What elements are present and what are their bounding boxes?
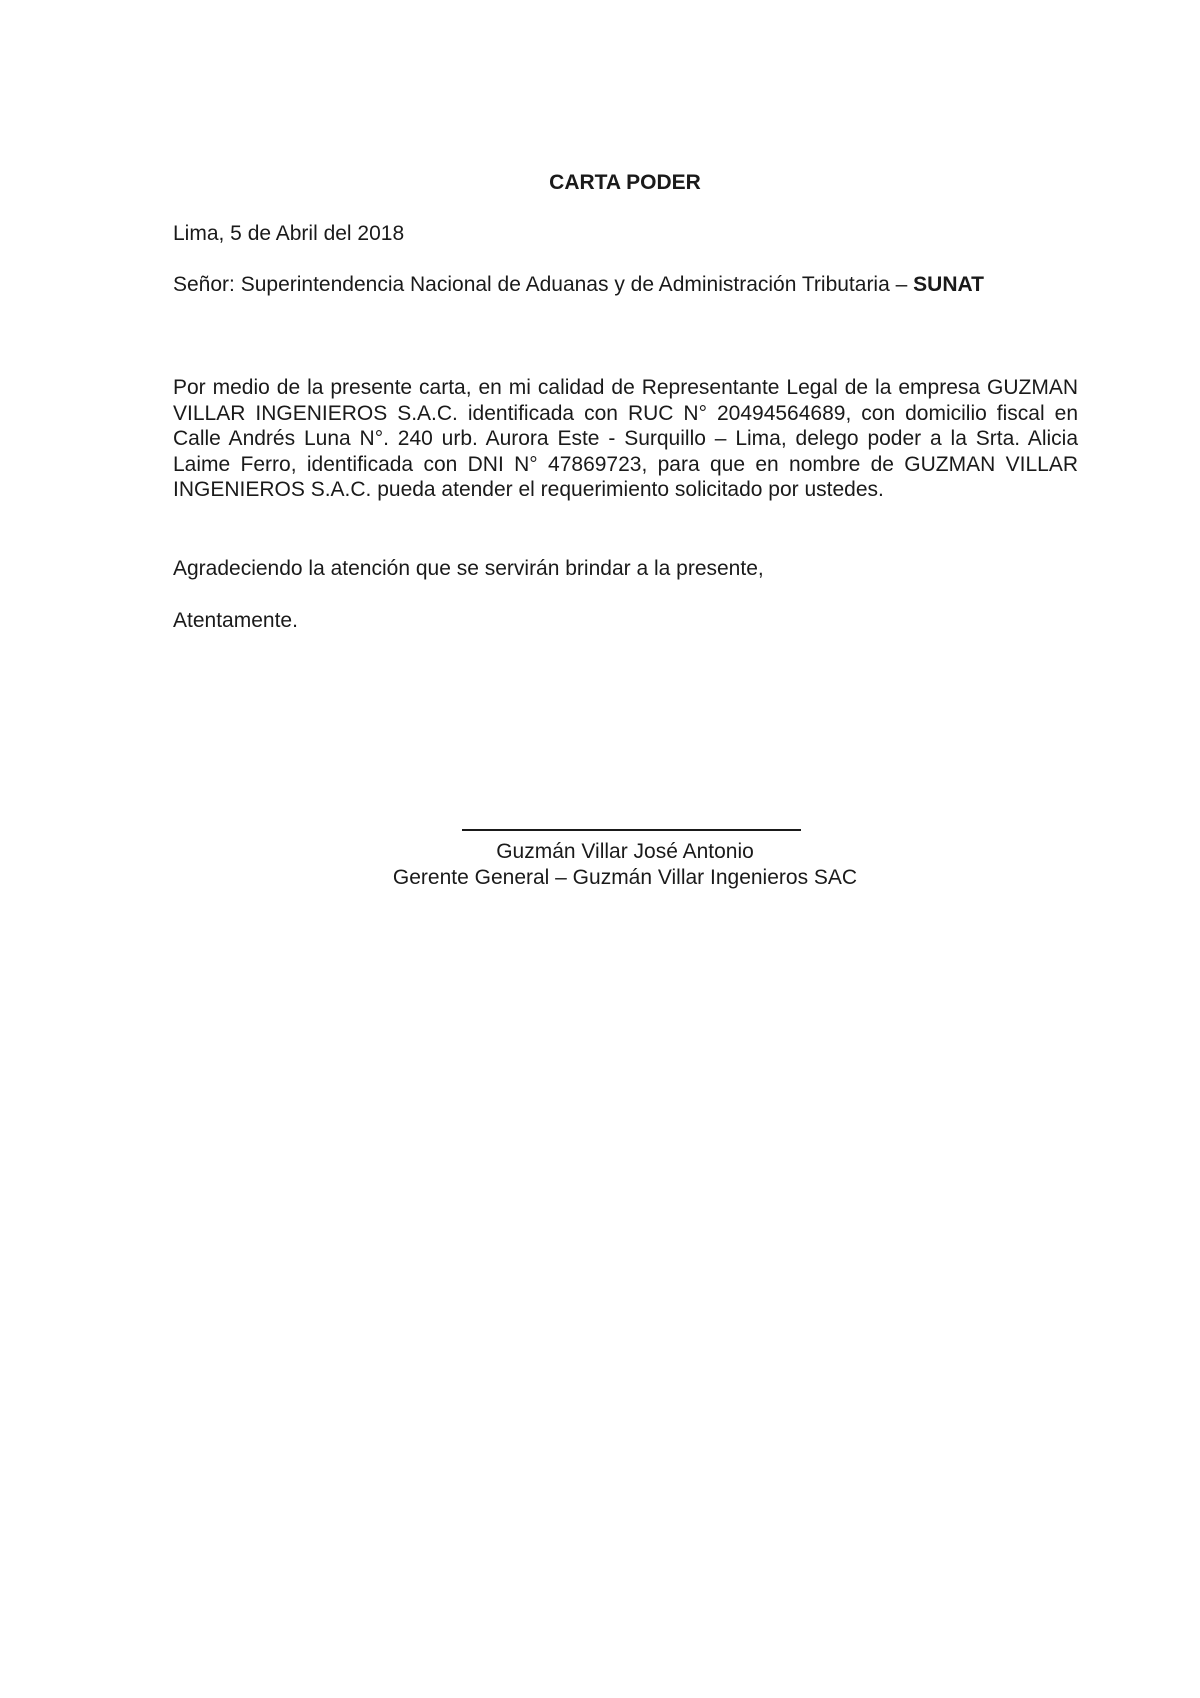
addressee-text: Señor: Superintendencia Nacional de Aduanas y de Administración Tributaria – (173, 273, 914, 296)
thanks-line: Agradeciendo la atención que se servirán brindar a la presente, (173, 557, 764, 580)
closing-line: Atentamente. (173, 609, 298, 632)
body-paragraph: Por medio de la presente carta, en mi calidad de Representante Legal de la empresa GUZMAN VILLAR INGENIEROS S.A.C. identificada con RUC N° 20494564689, con domicilio fiscal en Calle Andrés Luna N°. 240 urb. Aurora Este - Surquillo – Lima, delego poder a la Srta. Alicia Laime Ferro, identificada con DNI N° 47869723, para que en nombre de GUZMAN VILLAR INGENIEROS S.A.C. pueda atender el requerimiento solicitado por ustedes. (173, 376, 1078, 502)
signer-name: Guzmán Villar José Antonio (496, 840, 754, 863)
addressee-line (173, 273, 984, 297)
date-line: Lima, 5 de Abril del 2018 (173, 222, 405, 245)
document-title: CARTA PODER (549, 171, 701, 194)
signature-line (462, 829, 801, 831)
addressee-bold: SUNAT (913, 273, 984, 296)
signer-role: Gerente General – Guzmán Villar Ingenieros SAC (392, 866, 858, 889)
